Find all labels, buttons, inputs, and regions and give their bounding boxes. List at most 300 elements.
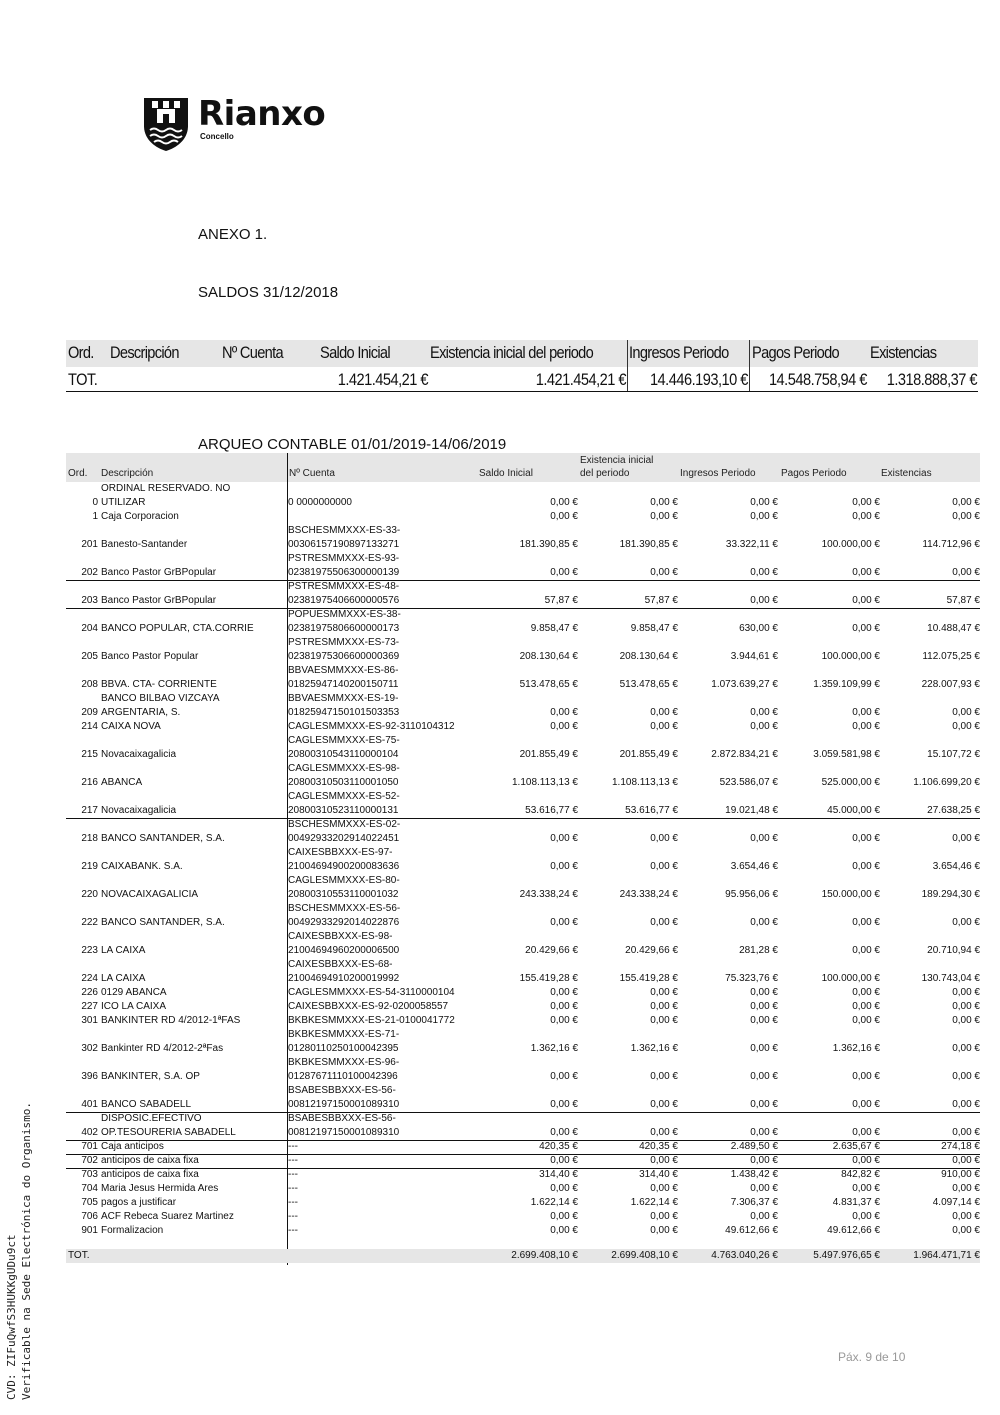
row-amount: 314,40 € [539, 1169, 578, 1180]
row-description: Banesto-Santander [101, 539, 188, 550]
annex-title: ANEXO 1. [198, 226, 268, 243]
summary-value-saldo: 1.421.454,21 € [337, 370, 428, 389]
arqueo-total-saldo: 2.699.408,10 € [511, 1250, 578, 1261]
row-amount: 0,00 € [750, 1001, 778, 1012]
row-account: PSTRESMMXXX-ES-93- [288, 553, 400, 564]
balances-title: SALDOS 31/12/2018 [198, 284, 339, 301]
row-amount: 0,00 € [650, 1001, 678, 1012]
row-ord: 701 [81, 1141, 98, 1152]
row-ord: 703 [81, 1169, 98, 1180]
row-amount: 20.429,66 € [625, 945, 678, 956]
row-amount: 0,00 € [550, 1001, 578, 1012]
table-row [66, 524, 980, 552]
row-amount: 0,00 € [852, 861, 880, 872]
row-amount: 201.855,49 € [519, 749, 578, 760]
row-description: DISPOSIC.EFECTIVO [101, 1113, 202, 1124]
summary-header-saldo: Saldo Inicial [320, 343, 390, 362]
row-amount: 3.059.581,98 € [813, 749, 880, 760]
row-account: 02381975806600000173 [288, 623, 400, 634]
summary-header-exist-inicial: Existencia inicial del periodo [430, 343, 594, 362]
row-amount: 57,87 € [644, 595, 678, 606]
row-account: CAGLESMMXXX-ES-75- [288, 735, 400, 746]
row-amount: 112.075,25 € [922, 651, 980, 662]
table-row [66, 902, 980, 930]
row-ord: 218 [81, 833, 98, 844]
table-row [66, 1154, 980, 1169]
table-row [66, 664, 980, 692]
row-amount: 0,00 € [550, 1127, 578, 1138]
row-amount: 0,00 € [650, 721, 678, 732]
row-account: BSCHESMMXXX-ES-02- [288, 819, 401, 830]
row-amount: 0,00 € [650, 707, 678, 718]
arqueo-header-ord: Ord. [68, 468, 88, 479]
row-ord: 224 [81, 973, 98, 984]
row-account: 20800310553110001032 [288, 889, 399, 900]
row-account: BSABESBBXXX-ES-56- [288, 1085, 396, 1096]
row-amount: 53.616,77 € [625, 805, 678, 816]
row-amount: 2.872.834,21 € [711, 749, 778, 760]
row-description: anticipos de caixa fixa [101, 1169, 199, 1180]
table-row [66, 762, 980, 790]
row-amount: 0,00 € [952, 1225, 980, 1236]
row-amount: 1.362,16 € [630, 1043, 678, 1054]
row-amount: 0,00 € [750, 917, 778, 928]
table-row [66, 874, 980, 902]
table-row [66, 552, 980, 581]
summary-header-ingresos: Ingresos Periodo [629, 343, 729, 362]
arqueo-total-ingresos: 4.763.040,26 € [711, 1250, 778, 1261]
row-description: Formalizacion [101, 1225, 164, 1236]
table-row [66, 1210, 980, 1224]
summary-value-existencias: 1.318.888,37 € [886, 370, 977, 389]
row-amount: 0,00 € [750, 1155, 778, 1166]
row-amount: 0,00 € [550, 511, 578, 522]
row-amount: 0,00 € [952, 567, 980, 578]
row-amount: 0,00 € [952, 1099, 980, 1110]
table-row [66, 734, 980, 762]
row-amount: 1.073.639,27 € [711, 679, 778, 690]
row-description: BANCO POPULAR, CTA.CORRIE [101, 623, 254, 634]
row-account: 00812197150001089310 [288, 1099, 400, 1110]
row-description: ICO LA CAIXA [101, 1001, 167, 1012]
row-ord: 220 [81, 889, 98, 900]
table-row [66, 846, 980, 874]
summary-value-ingresos: 14.446.193,10 € [650, 370, 748, 389]
row-amount: 100.000,00 € [821, 539, 880, 550]
row-ord: 705 [81, 1197, 98, 1208]
row-amount: 9.858,47 € [530, 623, 578, 634]
row-amount: 274,18 € [941, 1141, 980, 1152]
table-row [66, 1000, 980, 1014]
row-account: 01287671110100042396 [288, 1071, 398, 1082]
row-description: BANKINTER, S.A. OP [101, 1071, 200, 1082]
row-amount: 1.359.109,99 € [813, 679, 880, 690]
row-account: --- [288, 1141, 298, 1152]
row-ord: 226 [81, 987, 98, 998]
row-amount: 0,00 € [550, 497, 578, 508]
row-description: Banco Pastor GrBPopular [101, 595, 217, 606]
row-account: 00492933292014022876 [288, 917, 400, 928]
row-amount: 0,00 € [650, 1155, 678, 1166]
row-description: Bankinter RD 4/2012-2ªFas [101, 1043, 224, 1054]
summary-header-desc: Descripción [110, 343, 179, 362]
row-description: Caja Corporacion [101, 511, 179, 522]
row-amount: 0,00 € [852, 511, 880, 522]
row-account: BBVAESMMXXX-ES-86- [288, 665, 399, 676]
table-row [66, 580, 980, 609]
table-row [66, 986, 980, 1000]
row-description: OP.TESOURERIA SABADELL [101, 1127, 236, 1138]
row-ord: 217 [81, 805, 98, 816]
arqueo-total-pagos: 5.497.976,65 € [813, 1250, 880, 1261]
row-ord: 223 [81, 945, 98, 956]
arqueo-total-row [66, 1249, 980, 1263]
row-amount: 0,00 € [952, 721, 980, 732]
row-amount: 0,00 € [650, 833, 678, 844]
row-amount: 4.831,37 € [832, 1197, 880, 1208]
row-amount: 3.654,46 € [730, 861, 778, 872]
row-ord: 901 [81, 1225, 98, 1236]
table-row [66, 608, 980, 636]
row-amount: 3.654,46 € [932, 861, 980, 872]
row-account: 00306157190897133271 [288, 539, 400, 550]
row-amount: 0,00 € [550, 721, 578, 732]
row-amount: 130.743,04 € [921, 973, 980, 984]
row-amount: 150.000,00 € [821, 889, 880, 900]
row-amount: 314,40 € [639, 1169, 678, 1180]
arqueo-header-desc: Descripción [101, 468, 154, 479]
row-amount: 1.108.113,13 € [512, 777, 578, 788]
row-amount: 57,87 € [946, 595, 980, 606]
row-ord: 401 [81, 1099, 98, 1110]
row-amount: 281,28 € [739, 945, 778, 956]
row-amount: 0,00 € [952, 497, 980, 508]
row-amount: 33.322,11 € [725, 539, 778, 550]
table-row [66, 1224, 980, 1238]
row-account: 21004694960200006500 [288, 945, 400, 956]
summary-header-pagos: Pagos Periodo [752, 343, 839, 362]
row-amount: 0,00 € [550, 833, 578, 844]
row-amount: 420,35 € [639, 1141, 678, 1152]
row-amount: 0,00 € [750, 1043, 778, 1054]
row-amount: 0,00 € [852, 1071, 880, 1082]
row-amount: 0,00 € [650, 987, 678, 998]
row-description: Maria Jesus Hermida Ares [101, 1183, 219, 1194]
row-description: Caja anticipos [101, 1141, 164, 1152]
row-amount: 208.130,64 € [619, 651, 678, 662]
row-amount: 19.021,48 € [725, 805, 778, 816]
row-account: 0 0000000000 [288, 497, 352, 508]
row-amount: 45.000,00 € [827, 805, 880, 816]
row-amount: 0,00 € [550, 1211, 578, 1222]
arqueo-total-label: TOT. [68, 1250, 90, 1261]
row-account: CAIXESBBXXX-ES-68- [288, 959, 393, 970]
row-description: BANCO SABADELL [101, 1099, 192, 1110]
row-amount: 1.106.699,20 € [913, 777, 980, 788]
row-amount: 0,00 € [750, 987, 778, 998]
row-amount: 0,00 € [952, 1071, 980, 1082]
row-account: --- [288, 1225, 298, 1236]
row-amount: 1.622,14 € [630, 1197, 678, 1208]
row-ord: 704 [81, 1183, 98, 1194]
row-account: POPUESMMXXX-ES-38- [288, 609, 401, 620]
row-amount: 9.858,47 € [630, 623, 678, 634]
row-amount: 27.638,25 € [927, 805, 980, 816]
row-amount: 513.478,65 € [619, 679, 678, 690]
row-amount: 0,00 € [852, 917, 880, 928]
account-column-divider [287, 453, 288, 1265]
row-ord: 0 [92, 497, 98, 508]
arqueo-header-ingresos: Ingresos Periodo [680, 468, 756, 479]
row-amount: 0,00 € [952, 833, 980, 844]
row-amount: 0,00 € [852, 1015, 880, 1026]
row-description: 0129 ABANCA [101, 987, 167, 998]
row-amount: 208.130,64 € [519, 651, 578, 662]
row-account: CAIXESBBXXX-ES-92-0200058557 [288, 1001, 449, 1012]
page-number: Páx. 9 de 10 [838, 1350, 906, 1364]
row-amount: 0,00 € [852, 945, 880, 956]
arqueo-header-exist-a: Existencia inicial [580, 455, 654, 466]
row-account: --- [288, 1211, 298, 1222]
summary-divider [627, 340, 628, 392]
arqueo-title: ARQUEO CONTABLE 01/01/2019-14/06/2019 [198, 436, 507, 453]
row-amount: 0,00 € [952, 707, 980, 718]
arqueo-header-exist-b: del periodo [580, 468, 630, 479]
row-account: 00812197150001089310 [288, 1127, 400, 1138]
row-amount: 20.429,66 € [525, 945, 578, 956]
row-account: --- [288, 1197, 298, 1208]
row-amount: 3.944,61 € [730, 651, 778, 662]
row-amount: 0,00 € [550, 917, 578, 928]
row-description: CAIXABANK. S.A. [101, 861, 183, 872]
row-amount: 181.390,85 € [519, 539, 578, 550]
row-amount: 0,00 € [750, 1015, 778, 1026]
row-account: --- [288, 1183, 298, 1194]
row-amount: 0,00 € [650, 567, 678, 578]
row-amount: 0,00 € [650, 1211, 678, 1222]
row-ord: 204 [81, 623, 98, 634]
row-description: BANCO SANTANDER, S.A. [101, 917, 225, 928]
row-description: ACF Rebeca Suarez Martinez [101, 1211, 234, 1222]
row-account: 01825947140200150711 [288, 679, 399, 690]
row-account: BSCHESMMXXX-ES-56- [288, 903, 401, 914]
row-amount: 10.488,47 € [927, 623, 980, 634]
logo-wordmark: Rianxo [198, 94, 326, 134]
table-row [66, 818, 980, 846]
row-account: BSCHESMMXXX-ES-33- [288, 525, 401, 536]
concello-logo [142, 96, 352, 156]
table-row [66, 930, 980, 958]
row-amount: 0,00 € [650, 917, 678, 928]
summary-header-existencias: Existencias [870, 343, 937, 362]
row-amount: 0,00 € [952, 917, 980, 928]
row-ord: 216 [81, 777, 98, 788]
summary-value-pagos: 14.548.758,94 € [769, 370, 867, 389]
row-amount: 49.612,66 € [827, 1225, 880, 1236]
table-row [66, 1168, 980, 1182]
row-amount: 0,00 € [750, 497, 778, 508]
row-amount: 0,00 € [952, 1043, 980, 1054]
row-amount: 842,82 € [841, 1169, 880, 1180]
row-amount: 0,00 € [852, 987, 880, 998]
row-amount: 201.855,49 € [619, 749, 678, 760]
row-ord: 214 [81, 721, 98, 732]
row-account: --- [288, 1169, 298, 1180]
row-amount: 1.108.113,13 € [612, 777, 678, 788]
row-ord: 301 [81, 1015, 98, 1026]
row-account: PSTRESMMXXX-ES-73- [288, 637, 400, 648]
row-description: LA CAIXA [101, 945, 146, 956]
table-row [66, 790, 980, 819]
row-amount: 0,00 € [550, 1155, 578, 1166]
row-amount: 523.586,07 € [719, 777, 778, 788]
row-account: --- [288, 1155, 298, 1166]
row-account: CAGLESMMXXX-ES-92-3110104312 [288, 721, 455, 732]
row-description: NOVACAIXAGALICIA [101, 889, 199, 900]
row-ord: 302 [81, 1043, 98, 1054]
row-amount: 49.612,66 € [725, 1225, 778, 1236]
summary-total-label: TOT. [68, 370, 98, 389]
row-amount: 0,00 € [650, 1225, 678, 1236]
row-account: BSABESBBXXX-ES-56- [288, 1113, 396, 1124]
row-amount: 0,00 € [750, 1183, 778, 1194]
row-amount: 0,00 € [750, 1071, 778, 1082]
row-account: 02381975506300000139 [288, 567, 400, 578]
row-amount: 0,00 € [952, 1127, 980, 1138]
verification-note: Verificable na Sede Electrónica do Organismo. [20, 1101, 33, 1400]
row-amount: 0,00 € [650, 1183, 678, 1194]
row-description: ORDINAL RESERVADO. NO [101, 483, 231, 494]
summary-bottom-rule [66, 391, 978, 392]
row-ord: 205 [81, 651, 98, 662]
row-amount: 53.616,77 € [525, 805, 578, 816]
row-account: 20800310523110000131 [288, 805, 399, 816]
row-amount: 0,00 € [750, 833, 778, 844]
row-amount: 95.956,06 € [725, 889, 778, 900]
row-amount: 15.107,72 € [927, 749, 980, 760]
row-amount: 0,00 € [852, 1099, 880, 1110]
row-description: BANCO SANTANDER, S.A. [101, 833, 225, 844]
row-ord: 396 [81, 1071, 98, 1082]
row-ord: 215 [81, 749, 98, 760]
summary-divider [749, 340, 750, 392]
row-description: BANKINTER RD 4/2012-1ªFAS [101, 1015, 241, 1026]
row-amount: 420,35 € [539, 1141, 578, 1152]
row-amount: 0,00 € [750, 1211, 778, 1222]
row-amount: 0,00 € [952, 1015, 980, 1026]
row-amount: 155.419,28 € [519, 973, 578, 984]
row-amount: 1.438,42 € [730, 1169, 778, 1180]
arqueo-total-exist-inicial: 2.699.408,10 € [611, 1250, 678, 1261]
table-row [66, 1140, 980, 1155]
row-amount: 0,00 € [952, 1211, 980, 1222]
row-ord: 201 [81, 539, 98, 550]
row-ord: 706 [81, 1211, 98, 1222]
row-amount: 0,00 € [852, 707, 880, 718]
row-amount: 4.097,14 € [932, 1197, 980, 1208]
row-amount: 1.362,16 € [530, 1043, 578, 1054]
summary-header-account: Nº Cuenta [222, 343, 283, 362]
summary-header-ord: Ord. [68, 343, 94, 362]
row-amount: 243.338,24 € [619, 889, 678, 900]
row-amount: 57,87 € [544, 595, 578, 606]
row-account: 02381975306600000369 [288, 651, 400, 662]
row-amount: 75.323,76 € [725, 973, 778, 984]
row-account: CAGLESMMXXX-ES-54-3110000104 [288, 987, 455, 998]
cvd-code: CVD: ZIFuQwfS3HUKKgUDu9ct [5, 1234, 18, 1400]
row-description: ABANCA [101, 777, 143, 788]
row-amount: 0,00 € [852, 721, 880, 732]
row-description: Banco Pastor GrBPopular [101, 567, 217, 578]
row-amount: 181.390,85 € [619, 539, 678, 550]
row-amount: 0,00 € [550, 987, 578, 998]
row-account: PSTRESMMXXX-ES-48- [288, 581, 400, 592]
row-ord: 203 [81, 595, 98, 606]
row-account: BKBKESMMXXX-ES-21-0100041772 [288, 1015, 455, 1026]
row-amount: 0,00 € [952, 1183, 980, 1194]
row-amount: 0,00 € [650, 861, 678, 872]
row-account: BBVAESMMXXX-ES-19- [288, 693, 399, 704]
table-row [66, 1014, 980, 1028]
row-account: 01825947150101503353 [288, 707, 400, 718]
row-amount: 910,00 € [941, 1169, 980, 1180]
table-row [66, 1028, 980, 1056]
row-ord: 702 [81, 1155, 98, 1166]
table-row [66, 636, 980, 664]
table-row [66, 510, 980, 524]
row-amount: 0,00 € [650, 511, 678, 522]
row-amount: 114.712,96 € [922, 539, 980, 550]
row-amount: 228.007,93 € [921, 679, 980, 690]
row-ord: 209 [81, 707, 98, 718]
row-amount: 0,00 € [852, 1211, 880, 1222]
row-description: BBVA. CTA- CORRIENTE [101, 679, 217, 690]
table-row [66, 1112, 980, 1141]
row-amount: 100.000,00 € [821, 651, 880, 662]
rianxo-coat-of-arms-icon [142, 96, 190, 152]
row-amount: 0,00 € [750, 707, 778, 718]
row-account: BKBKESMMXXX-ES-71- [288, 1029, 400, 1040]
row-amount: 0,00 € [852, 833, 880, 844]
row-amount: 0,00 € [852, 497, 880, 508]
row-account: 20800310543110000104 [288, 749, 399, 760]
row-ord: 227 [81, 1001, 98, 1012]
row-description: anticipos de caixa fixa [101, 1155, 199, 1166]
row-amount: 630,00 € [739, 623, 778, 634]
row-amount: 0,00 € [550, 1225, 578, 1236]
row-ord: 1 [92, 511, 98, 522]
row-account: 02381975406600000576 [288, 595, 400, 606]
row-account: CAGLESMMXXX-ES-80- [288, 875, 400, 886]
row-amount: 525.000,00 € [821, 777, 880, 788]
row-amount: 0,00 € [650, 1015, 678, 1026]
row-account: CAGLESMMXXX-ES-52- [288, 791, 400, 802]
row-account: 21004694900200083636 [288, 861, 400, 872]
row-account: 00492933202914022451 [288, 833, 400, 844]
row-ord: 202 [81, 567, 98, 578]
arqueo-header-account: Nº Cuenta [289, 468, 335, 479]
row-amount: 0,00 € [650, 1099, 678, 1110]
row-ord: 208 [81, 679, 98, 690]
row-account: 01280110250100042395 [288, 1043, 399, 1054]
row-description: LA CAIXA [101, 973, 146, 984]
row-description: Banco Pastor Popular [101, 651, 199, 662]
row-amount: 1.362,16 € [832, 1043, 880, 1054]
row-amount: 0,00 € [750, 595, 778, 606]
row-amount: 100.000,00 € [821, 973, 880, 984]
table-row [66, 692, 980, 720]
arqueo-total-existencias: 1.964.471,71 € [913, 1250, 980, 1261]
